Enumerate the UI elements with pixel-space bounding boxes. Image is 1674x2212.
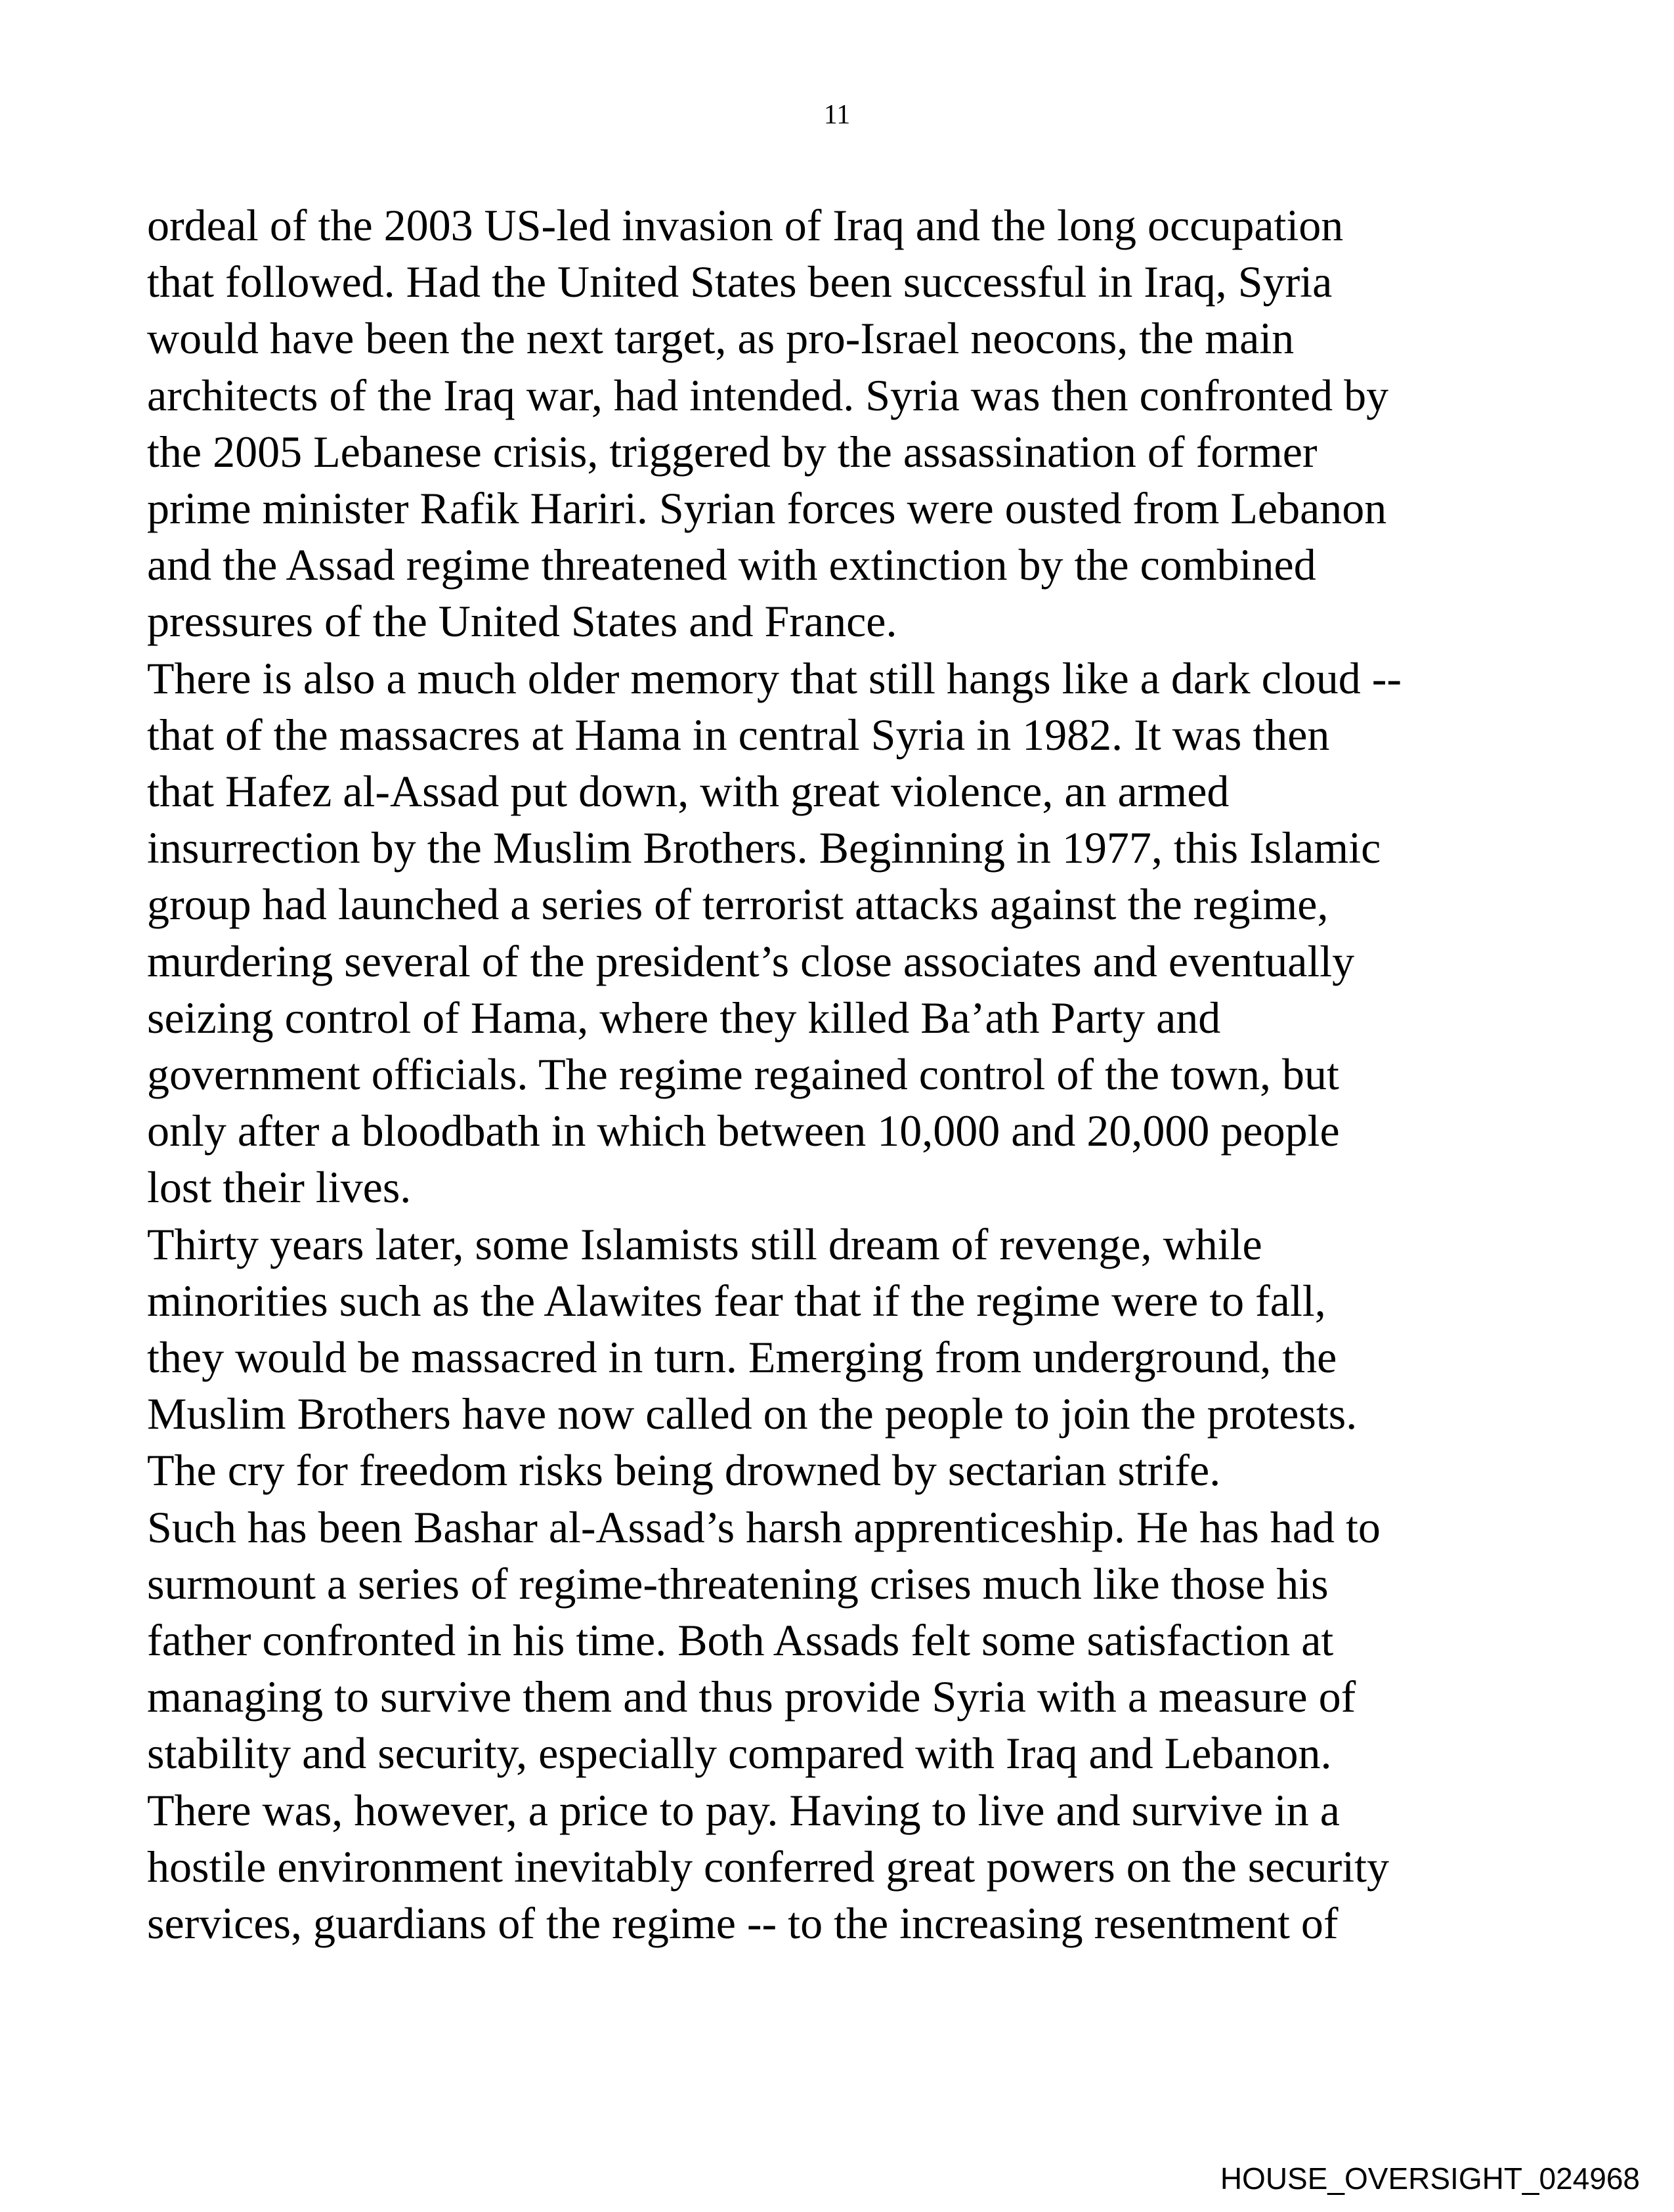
text-line: Thirty years later, some Islamists still dream of revenge, while [147,1219,1262,1269]
text-line: hostile environment inevitably conferred great powers on the security [147,1841,1390,1892]
text-line: stability and security, especially compared with Iraq and Lebanon. [147,1728,1332,1779]
text-line: father confronted in his time. Both Assads felt some satisfaction at [147,1615,1334,1666]
text-line: Such has been Bashar al-Assad’s harsh apprenticeship. He has had to [147,1502,1381,1552]
text-line: minorities such as the Alawites fear that if the regime were to fall, [147,1275,1326,1326]
text-line: that Hafez al-Assad put down, with great violence, an armed [147,766,1230,817]
text-line: There was, however, a price to pay. Having to live and survive in a [147,1785,1340,1835]
text-line: There is also a much older memory that still hangs like a dark cloud -- [147,653,1402,703]
text-line: services, guardians of the regime -- to the increasing resentment of [147,1898,1339,1949]
text-line: managing to survive them and thus provide Syria with a measure of [147,1672,1356,1722]
text-line: murdering several of the president’s close associates and eventually [147,936,1355,986]
text-line: they would be massacred in turn. Emerging from underground, the [147,1332,1337,1383]
page-number: 11 [823,100,851,130]
text-line: ordeal of the 2003 US-led invasion of Iraq and the long occupation [147,200,1344,250]
text-line: would have been the next target, as pro-Israel neocons, the main [147,313,1295,364]
text-line: that of the massacres at Hama in central Syria in 1982. It was then [147,709,1330,760]
text-line: only after a bloodbath in which between 10,000 and 20,000 people [147,1106,1340,1156]
text-line: insurrection by the Muslim Brothers. Beginning in 1977, this Islamic [147,823,1381,873]
text-line: Muslim Brothers have now called on the people to join the protests. [147,1389,1358,1439]
text-line: group had launched a series of terrorist attacks against the regime, [147,879,1329,930]
bates-stamp: HOUSE_OVERSIGHT_024968 [1220,2161,1640,2196]
text-line: lost their lives. [147,1162,412,1213]
text-line: surmount a series of regime-threatening crises much like those his [147,1558,1329,1609]
text-line: and the Assad regime threatened with extinction by the combined [147,540,1316,590]
text-line: that followed. Had the United States been successful in Iraq, Syria [147,257,1333,307]
text-line: seizing control of Hama, where they killed Ba’ath Party and [147,992,1221,1043]
text-line: government officials. The regime regained control of the town, but [147,1049,1339,1100]
text-line: pressures of the United States and France. [147,596,897,647]
text-line: architects of the Iraq war, had intended. Syria was then confronted by [147,370,1389,420]
body-text [147,197,1552,1951]
text-line: The cry for freedom risks being drowned by sectarian strife. [147,1445,1221,1496]
text-line: the 2005 Lebanese crisis, triggered by the assassination of former [147,426,1318,477]
text-line: prime minister Rafik Hariri. Syrian forces were ousted from Lebanon [147,483,1387,534]
